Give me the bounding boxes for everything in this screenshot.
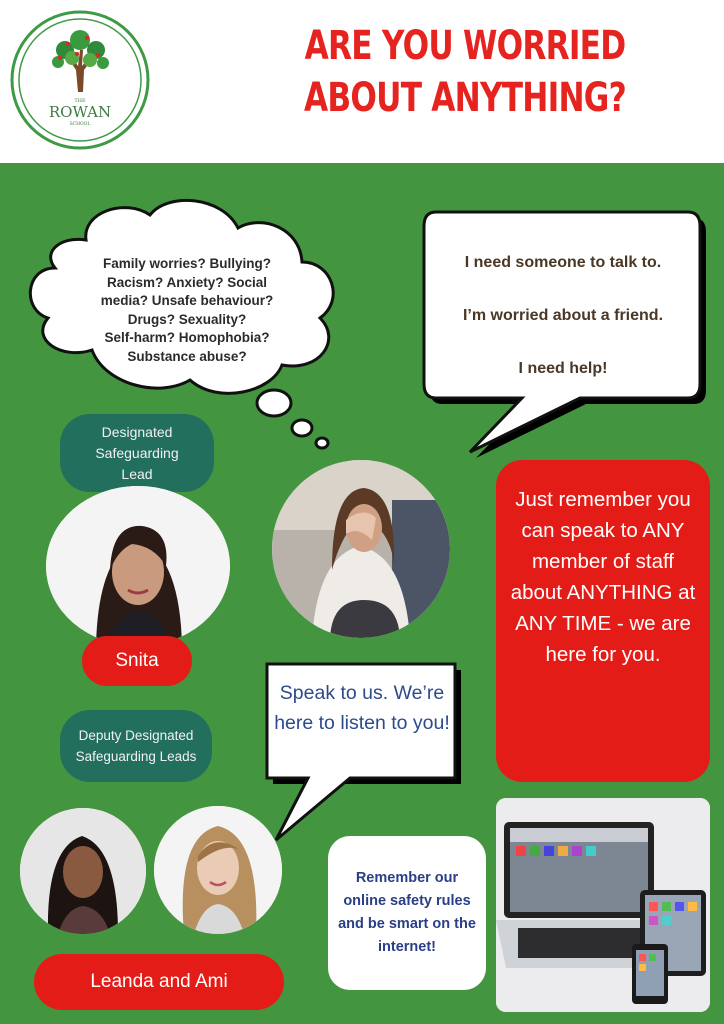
speak-to-us-text: Speak to us. We’re here to listen to you! [274, 682, 450, 734]
page-title: ARE YOU WORRIED ABOUT ANYTHING? [304, 23, 626, 121]
deputy-photo-ami [154, 806, 282, 934]
svg-text:SCHOOL: SCHOOL [69, 122, 91, 127]
svg-text:ROWAN: ROWAN [48, 103, 112, 121]
person-icon [20, 808, 146, 934]
dsl-photo [46, 486, 230, 646]
devices-image [496, 798, 710, 1012]
student-icon [272, 460, 450, 638]
person-icon [46, 486, 230, 646]
worried-student-photo [272, 460, 450, 638]
dsl-role-badge: Designated Safeguarding Lead [60, 414, 214, 492]
person-icon [154, 806, 282, 934]
deputy-role-badge: Deputy Designated Safeguarding Leads [60, 710, 212, 782]
help-statements: I need someone to talk to. I’m worried about a friend. I need help! [462, 254, 664, 377]
dsl-name-badge: Snita [82, 636, 192, 686]
svg-text:THE: THE [74, 98, 86, 104]
laptop-tablet-phone-icon [496, 798, 710, 1012]
worries-text: Family worries? Bullying? Racism? Anxiety? Social media? Unsafe behaviour? Drugs? Sexuality? Self-harm? Homophobia? Substance abuse? [100, 256, 274, 364]
deputy-photo-leanda [20, 808, 146, 934]
online-safety-box: Remember our online safety rules and be smart on the internet! [328, 836, 486, 990]
deputy-names-badge: Leanda and Ami [34, 954, 284, 1010]
reminder-box: Just remember you can speak to ANY member of staff about ANYTHING at ANY TIME - we are here for you. [496, 460, 710, 782]
